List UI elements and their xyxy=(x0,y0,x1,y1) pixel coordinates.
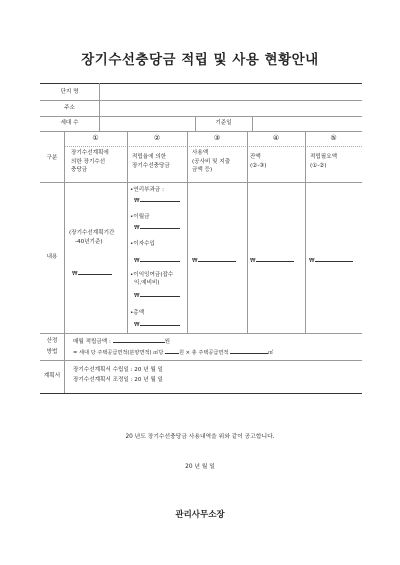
table-bottom-border xyxy=(40,393,362,394)
row-divider xyxy=(64,146,362,147)
calc-line-2: = 세대 당 주택공급면적(분양면적) ㎡당 원 × 총 주택공급면적 ㎡ xyxy=(73,347,273,358)
calc-label: 산정 방법 xyxy=(46,338,58,355)
col1-note: (장기수선계획기간 -40년기준) xyxy=(69,230,115,245)
column-title: 사용액 (공사비 및 지출 금액 등) xyxy=(192,150,231,173)
plan-line: 장기수선계획서 수립일 : 20 년 월 일 xyxy=(73,367,163,373)
plan-label: 계획서 xyxy=(43,373,61,379)
table-top-border xyxy=(40,83,362,84)
row-divider xyxy=(40,360,362,361)
col2-item: •이월금 xyxy=(130,214,150,220)
plan-line: 장기수선계획서 조정일 : 20 년 월 일 xyxy=(73,377,163,383)
col-divider xyxy=(64,131,65,393)
notice-text: 20 년도 장기수선충당금 사용내역을 위와 같이 공고합니다. xyxy=(125,434,275,440)
col2-amount: ₩ xyxy=(134,222,180,233)
notice-date: 20 년 월 일 xyxy=(185,464,215,470)
row-divider xyxy=(40,182,362,183)
col-divider xyxy=(305,131,306,333)
col2-amount: ₩ xyxy=(134,319,180,330)
base-date-label: 기준일 xyxy=(215,120,232,126)
col5-amount: ₩ xyxy=(309,255,353,266)
column-number: ④ xyxy=(272,134,280,142)
column-title: 장기수선계획에 의한 장기수선 충당금 xyxy=(71,150,109,173)
document-title: 장기수선충당금 적립 및 사용 현황안내 xyxy=(81,52,319,68)
row-divider xyxy=(40,131,362,132)
row-divider xyxy=(40,100,362,101)
col2-amount: ₩ xyxy=(134,290,180,301)
col-divider xyxy=(247,131,248,333)
col-divider xyxy=(99,83,100,131)
complex-name-label: 단지 명 xyxy=(60,89,79,95)
column-number: ① xyxy=(92,134,99,142)
row-divider xyxy=(40,116,362,117)
col2-item: •이익잉여금(잡수 xyxy=(130,272,174,278)
col4-amount: ₩ xyxy=(250,255,294,266)
col-divider xyxy=(187,131,188,333)
col2-item: •총액 xyxy=(130,310,145,316)
col2-item: •연리부과금 : xyxy=(130,187,164,193)
calc-line-1: 매월 적립금액 : 원 xyxy=(73,336,170,347)
address-label: 주소 xyxy=(64,105,75,111)
category-label: 구분 xyxy=(46,155,58,161)
content-label: 내용 xyxy=(46,254,58,260)
col2-item: •이자수입 xyxy=(130,241,155,247)
column-number: ⑤ xyxy=(330,134,337,142)
households-label: 세대 수 xyxy=(60,120,79,126)
col-divider xyxy=(252,116,253,131)
col1-amount: ₩ xyxy=(72,268,112,279)
col2-item: 익,예비비) xyxy=(134,280,160,286)
column-title: 잔액 (②-③) xyxy=(250,154,267,169)
column-number: ③ xyxy=(213,134,221,142)
row-divider xyxy=(40,333,362,334)
col2-amount: ₩ xyxy=(134,255,180,266)
column-title: 적립율에 의한 장기수선충당금 xyxy=(132,154,170,169)
col-divider xyxy=(127,131,128,333)
column-title: 적립필요액 (①-②) xyxy=(310,154,338,169)
signature: 관리사무소장 xyxy=(175,510,225,520)
col3-amount: ₩ xyxy=(192,255,236,266)
column-number: ② xyxy=(153,134,161,142)
col2-amount: ₩ xyxy=(134,195,180,206)
